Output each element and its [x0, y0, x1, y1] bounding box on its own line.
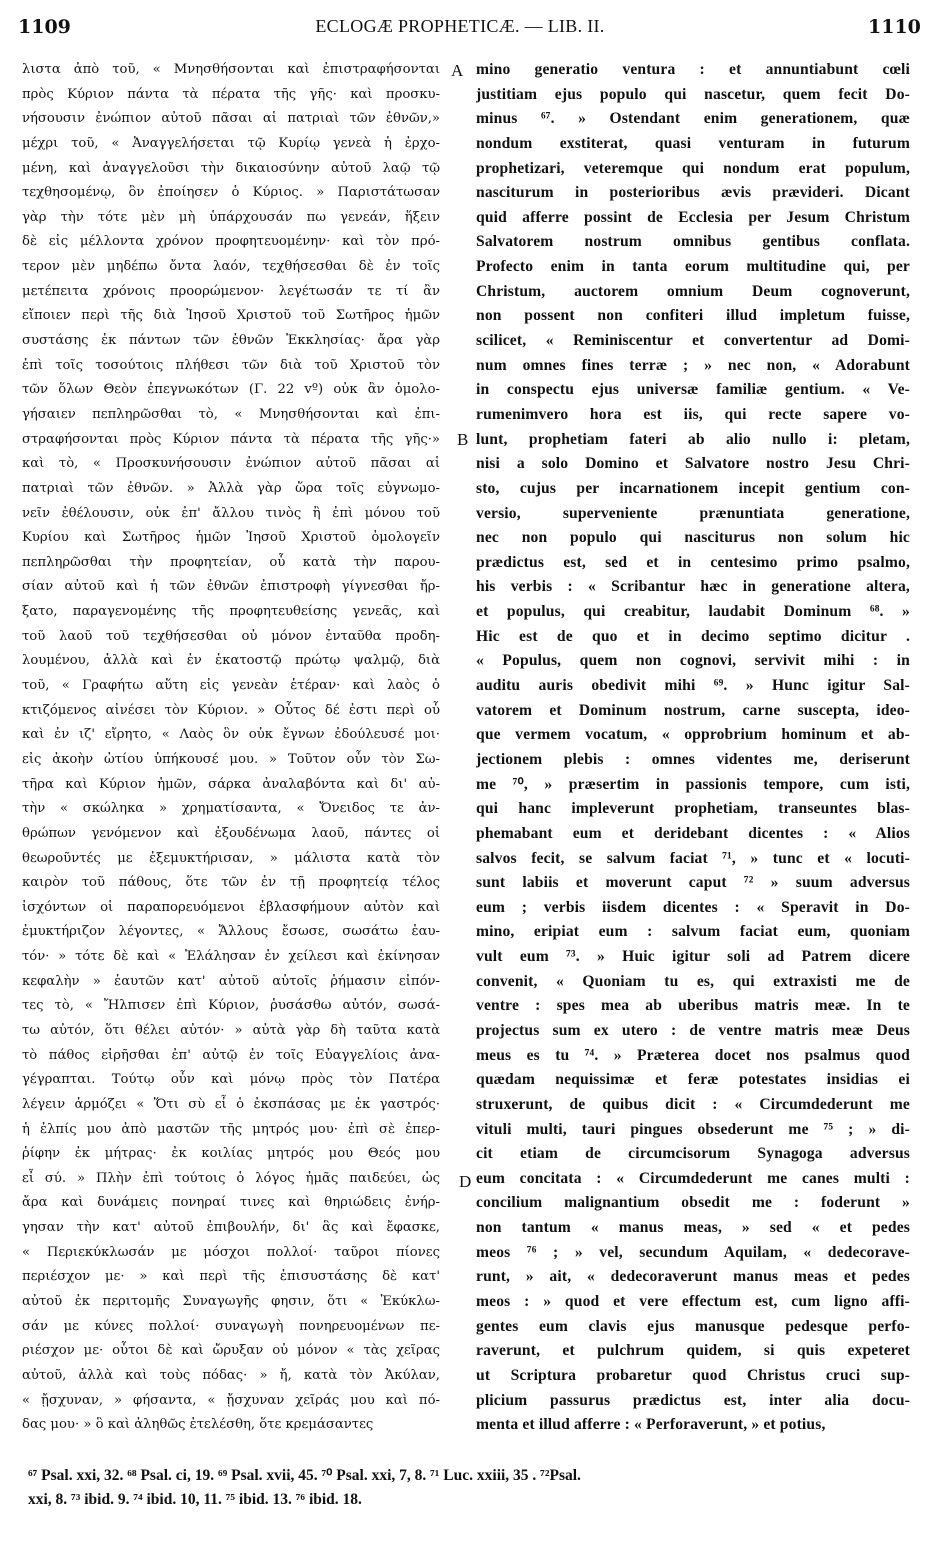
greek-text-line: « Περιεκύκλωσάν με μόσχοι πολλοί· ταῦροι πίονες [22, 1244, 440, 1260]
greek-text-line: τεχθησομένῳ, ὃν ἐποίησεν ὁ Κύριος. » Παριστάτωσαν [22, 185, 440, 201]
latin-text-line: convenit, « Quoniam tu es, qui extraxisti me de [476, 972, 910, 990]
latin-text-line: nondum exstiterat, quasi venturam in futurum [476, 134, 910, 152]
greek-text-line: νήσουσιν ἐνώπιον αὐτοῦ πᾶσαι αἱ πατριαὶ τῶν ἐθνῶν,» [22, 111, 440, 127]
greek-text-line: γησαν τὴν κατ' αὐτοῦ ἐπιβουλήν, δι' ἃς καὶ ἔφασκε, [22, 1220, 440, 1236]
margin-marker-d: D [459, 1172, 472, 1191]
greek-text-line: τω αὐτόν, ὅτι θέλει αὐτόν· » αὐτὰ γὰρ δὴ ταῦτα κατὰ [22, 1022, 440, 1038]
greek-text-line: αὐτοῦ ἐκ περιτομῆς Συναγωγῆς φησιν, ὅτι « Ἐκύκλω- [22, 1294, 440, 1310]
latin-text-line: que vermem vocatum, « opprobrium hominum et ab- [476, 726, 910, 744]
latin-text-line: versio, superveniente prænuntiata generatione, [476, 504, 910, 522]
latin-text-line: mino, eripiat eum : salvum faciat eum, quoniam [476, 923, 910, 941]
latin-text-line: Salvatorem nostrum omnibus gentibus conflata. [476, 233, 910, 251]
latin-text-line: menta et illud afferre : « Perforaverunt, » et potius, [476, 1416, 826, 1434]
greek-text-line: μετέπειτα χρόνοις προορώμενον· λεγέτωσάν τε τί ἂν [22, 283, 440, 299]
latin-text-line: sunt labiis et moverunt caput ⁷² » suum adversus [476, 874, 910, 892]
greek-text-line: σίαν αὐτοῦ καὶ ἡ τῶν ἐθνῶν ἐπιστροφὴ γίγνεσθαι ἤρ- [22, 579, 440, 595]
latin-text-line: eum ; verbis iisdem dicentes : « Speravit in Do- [476, 898, 910, 916]
latin-text-line: justitiam ejus populo qui nascetur, quem fecit Do- [476, 85, 910, 103]
margin-marker-a: A [451, 61, 464, 80]
latin-text-line: me ⁷⁰, » præsertim in passionis tempore, cum isti, [476, 775, 910, 793]
latin-text-line: vituli multi, tauri pingues obsederunt me ⁷⁵ ; » di- [476, 1120, 910, 1138]
latin-text-line: « Populus, quem non cognovi, servivit mihi : in [476, 652, 910, 670]
latin-text-line: struxerunt, de quibus dicit : « Circumdederunt me [476, 1095, 910, 1113]
greek-text-line: στραφήσονται πρὸς Κύριον πάντα τὰ πέρατα τῆς γῆς·» [22, 431, 440, 447]
greek-text-line: θρώπων γενόμενον καὶ ἐξουδένωμα λαοῦ, πάντες οἱ [22, 825, 440, 841]
greek-text-line: λιστα ἀπὸ τοῦ, « Μνησθήσονται καὶ ἐπιστραφήσονται [22, 62, 440, 77]
greek-text-line: κεφαλὴν » ἑαυτῶν κατ' αὐτοῦ αὐτοῖς ῥήμασιν εἰπόν- [22, 973, 440, 989]
latin-text-line: eum concitata : « Circumdederunt me canes multi : [476, 1169, 910, 1187]
greek-text-line: πρὸς Κύριον πάντα τὰ πέρατα τῆς γῆς· καὶ προσκυ- [22, 86, 440, 102]
latin-text-line: his verbis : « Scribantur hæc in generatione altera, [476, 578, 910, 596]
greek-text-line: τοῦ, « Γραφήτω αὕτη εἰς γενεὰν ἑτέραν· καὶ λαὸς ὁ [22, 678, 440, 694]
latin-text-line: meos : » quod et vere effectum est, cum ligno affi- [476, 1293, 910, 1311]
greek-text-line: τες τὸ, « Ἤλπισεν ἐπὶ Κύριον, ῥυσάσθω αὐτόν, σωσά- [22, 998, 440, 1014]
latin-text-line: mino generatio ventura : et annuntiabunt cœli [476, 61, 910, 78]
latin-text-line: Hic est de quo et in decimo septimo dicitur . [476, 627, 910, 645]
latin-column [476, 58, 910, 1438]
page-number-right: 1110 [868, 16, 921, 38]
greek-text-line: δὲ εἰς μέλλοντα χρόνον προφητευομένην· καὶ τὸν πρό- [22, 234, 440, 250]
greek-text-line: θεωροῦντές με ἐξεμυκτήρισαν, » μάλιστα κατὰ τὸν [22, 850, 440, 866]
latin-text-line: projectus sum ex utero : de ventre matris meæ Deus [476, 1021, 910, 1039]
latin-text-line: auditu auris obedivit mihi ⁶⁹. » Hunc igitur Sal- [476, 677, 910, 695]
greek-text-line: Κυρίου καὶ Σωτῆρος ἡμῶν Ἰησοῦ Χριστοῦ ὁμολογεῖν [22, 530, 440, 546]
greek-text-line: γὰρ τὴν τότε μὲν μὴ ὑπάρχουσάν πω γενεάν, ἥξειν [22, 209, 440, 225]
greek-text-line: γέγραπται. Τούτῳ οὖν καὶ μόνῳ πρὸς τὸν Πατέρα [22, 1072, 440, 1088]
margin-marker-b: B [457, 430, 469, 449]
greek-text-line: εἴποιεν περὶ τῆς διὰ Ἰησοῦ Χριστοῦ τοῦ Σωτῆρος ἡμῶν [22, 308, 440, 324]
greek-text-line: ξατο, παραγενομένης τῆς προφητευθείσης γενεᾶς, καὶ [22, 604, 440, 620]
greek-text-line: ἐπὶ τοῖς τοσούτοις πλήθεσι τῶν διὰ τοῦ Χριστοῦ τὸν [22, 357, 440, 373]
latin-text-line: raverunt, et pulchrum quidem, si quis expeteret [476, 1342, 910, 1360]
latin-text-line: meos ⁷⁶ ; » vel, secundum Aquilam, « dedecorave- [476, 1243, 910, 1261]
running-title: ECLOGÆ PROPHETICÆ. — LIB. II. [315, 16, 605, 36]
latin-text-line: non tantum « manus meas, » sed « et pedes [476, 1219, 910, 1237]
greek-text-line: λέγειν ἁρμόζει « Ὅτι σὺ εἶ ὁ ἐκσπάσας με ἐκ γαστρός· [22, 1096, 440, 1112]
greek-text-line: γήσαιεν πεπληρῶσθαι τὸ, « Μνησθήσονται καὶ ἐπι- [22, 406, 440, 422]
latin-text-line: sto, cujus per incarnationem incepit gentium con- [476, 479, 910, 497]
latin-text-line: non possent non confiteri illud impletum fuisse, [476, 307, 910, 325]
greek-text-line: πεπληρῶσθαι τὴν προφητείαν, οὗ κατὰ τὴν παρου- [22, 554, 440, 570]
greek-text-line: ἄρα καὶ δυνάμεις πονηραί τινες καὶ θηριώδεις ἐνήρ- [22, 1195, 440, 1211]
greek-text-line: πατριαὶ τῶν ἐθνῶν. » Ἀλλὰ γὰρ ὥρα τοῖς εὐγνωμο- [22, 480, 440, 496]
latin-text-line: gentes eum clavis ejus manusque pedesque perfo- [476, 1317, 910, 1335]
greek-text-line: ῥίφην ἐκ μήτρας· ἐκ κοιλίας μητρός μου Θεός μου [22, 1146, 440, 1162]
greek-text-line: τοῦ λαοῦ τοῦ τεχθήσεσθαι οὐ μόνον ἐνταῦθα προδη- [22, 628, 440, 644]
latin-text-line: quædam nequissimæ et feræ potestates insidias ei [476, 1071, 910, 1089]
greek-text-line: κτιζόμενος αἰνέσει τὸν Κύριον. » Οὗτος δέ ἐστι περὶ οὗ [22, 702, 440, 718]
latin-text-line: phemabant eum et deridebant dicentes : « Alios [476, 824, 910, 842]
latin-text-line: nasciturum in posterioribus ævis prævideri. Dicant [476, 184, 910, 202]
greek-text-line: « ᾔσχυναν, » φήσαντα, « ᾔσχυναν χεῖράς μου καὶ πό- [22, 1392, 440, 1408]
latin-text-line: nisi a solo Domino et Salvatore nostro Jesu Chri- [476, 455, 910, 473]
greek-text-line: συστάσης ἐκ πάντων τῶν ἐθνῶν Ἐκκλησίας· ἄρα γὰρ [22, 333, 440, 349]
greek-text-line: εἰς ἀκοὴν ὠτίου ὑπήκουσέ μου. » Τοῦτον οὖν τὸν Σω- [22, 751, 440, 767]
latin-text-line: runt, » ait, « dedecoraverunt manus meas et pedes [476, 1268, 910, 1286]
latin-text-line: vatorem et Dominum nostrum, carne suscepta, ideo- [476, 701, 910, 719]
greek-text-line: καὶ τὸ, « Προσκυνήσουσιν ἐνώπιον αὐτοῦ πᾶσαι αἱ [22, 456, 440, 472]
footnotes [28, 1464, 908, 1512]
page-number-left: 1109 [18, 16, 71, 38]
latin-text-line: concilium malignantium obsedit me : foderunt » [476, 1194, 910, 1212]
latin-text-line: num omnes fines terræ ; » nec non, « Adorabunt [476, 356, 910, 374]
greek-text-line: τὸ πάθος εἰρῆσθαι ἐπ' αὐτῷ ἐν τοῖς Εὐαγγελίοις ἀνα- [22, 1047, 440, 1063]
latin-text-line: vult eum ⁷³. » Huic igitur soli ad Patrem dicere [476, 948, 910, 966]
greek-text-line: μέχρι τοῦ, « Ἀναγγελήσεται τῷ Κυρίῳ γενεὰ ἡ ἐρχο- [22, 135, 440, 151]
greek-text-line: δας μου· » ὃ καὶ ἀληθῶς ἐτελέσθη, ὅτε κρεμάσαντες [22, 1417, 374, 1433]
greek-text-line: τὴν « σκώληκα » χρηματίσαντα, « Ὄνειδος τε ἀν- [22, 801, 440, 817]
latin-text-line: et populus, qui creabitur, laudabit Dominum ⁶⁸. » [476, 603, 910, 621]
latin-text-line: ut Scriptura probaretur quod Christus cruci sup- [476, 1366, 910, 1384]
greek-text-line: τόν· » τότε δὲ καὶ « Ἐλάλησαν ἐν χείλεσι καὶ ἐκίνησαν [22, 949, 440, 965]
latin-text-line: cit etiam de circumcisorum Synagoga adversus [476, 1145, 910, 1163]
greek-text-line: λουμένου, ἀλλὰ καὶ ἐν ἑκατοστῷ πρώτῳ ψαλμῷ, διὰ [22, 653, 440, 669]
greek-text-line: καιρὸν τοῦ πάθους, ὅτε τῶν ἐν τῇ προφητείᾳ τέλος [22, 875, 440, 891]
greek-text-line: σάν με κύνες πολλοί· συναγωγὴ πονηρευομένων πε- [22, 1318, 440, 1334]
latin-text-line: nec non populo qui nasciturus non solum hic [476, 529, 910, 547]
latin-text-line: quid afferre possint de Ecclesia per Jesum Christum [476, 208, 910, 226]
latin-text-line: scilicet, « Reminiscentur et convertentur ad Domi- [476, 332, 910, 350]
page-header [0, 14, 931, 44]
latin-text-line: ventre : spes mea ab uberibus matris meæ. In te [476, 997, 910, 1015]
greek-text-line: ἡ ἐλπίς μου ἀπὸ μαστῶν τῆς μητρός μου· ἐπὶ σὲ ἐπερ- [22, 1121, 440, 1137]
latin-text-line: Profecto enim in tanta eorum multitudine qui, per [476, 258, 910, 276]
latin-text-line: minus ⁶⁷. » Ostendant enim generationem, quæ [476, 110, 910, 128]
greek-text-line: ἐμυκτήριζον λέγοντες, « Ἄλλους ἔσωσε, σωσάτω ἑαυ- [22, 924, 440, 940]
greek-text-line: μένη, καὶ ἀναγγελοῦσι τὴν δικαιοσύνην αὐτοῦ λαῷ τῷ [22, 160, 440, 176]
latin-text-line: jectionem plebis : omnes videntes me, deriserunt [476, 750, 910, 768]
greek-text-line: τῆρα καὶ Κύριον ἡμῶν, σάρκα ἀναλαβόντα καὶ δι' αὐ- [22, 776, 440, 792]
greek-text-line: ἰσχόντων οἱ παραπορευόμενοι ἐβλασφήμουν αὐτὸν καὶ [22, 899, 440, 915]
footnote-line: xxi, 8. ⁷³ ibid. 9. ⁷⁴ ibid. 10, 11. ⁷⁵ ibid. 13. ⁷⁶ ibid. 18. [28, 1491, 362, 1508]
latin-text-line: prophetizari, veteremque qui nondum erat populum, [476, 159, 910, 177]
latin-text-line: rumenimvero hora est iis, qui recte sapere vo- [476, 405, 910, 423]
greek-text-line: αὐτοῦ, ἀλλὰ καὶ τοὺς πόδας· » ἤ, κατὰ τὸν Ἀκύλαν, [22, 1367, 440, 1383]
latin-text-line: salvos fecit, se salvum faciat ⁷¹, » tunc et « locuti- [476, 849, 910, 867]
latin-text-line: in conspectu ejus universæ familiæ gentium. « Ve- [476, 381, 910, 399]
latin-text-line: Christum, auctorem omnium Deum cognoverunt, [476, 282, 910, 300]
latin-text-line: plicium passurus prædictus est, inter alia docu- [476, 1391, 910, 1409]
greek-text-line: καὶ ἐν ιζ' εἴρητο, « Λαὸς ὃν οὐκ ἔγνων ἐδούλευσέ μοι· [22, 727, 440, 743]
greek-text-line: περιέσχον με· » καὶ περὶ τῆς ἐπισυστάσης δὲ κατ' [22, 1269, 440, 1285]
latin-text-line: meus es tu ⁷⁴. » Præterea docet nos psalmus quod [476, 1046, 910, 1064]
greek-text-line: εἶ σύ. » Πλὴν ἐπὶ τούτοις ὁ λόγος ἡμᾶς παιδεύει, ὡς [22, 1170, 440, 1186]
greek-text-line: τῶν ὅλων Θεὸν ἐπεγνωκότων (Γ. 22 vº) οὐκ ἂν ὁμολο- [22, 382, 440, 398]
greek-column [22, 58, 440, 1438]
greek-text-line: ριέσχον με· οὗτοι δὲ καὶ ὤρυξαν οὐ μόνον « τὰς χεῖρας [22, 1343, 440, 1359]
latin-text-line: qui hanc impleverunt prophetiam, transeuntes blas- [476, 800, 910, 818]
greek-text-line: τερον μὲν μηδέπω ὄντα λαόν, τεχθήσεσθαι δὲ ἐν τοῖς [22, 259, 440, 275]
latin-text-line: lunt, prophetiam fateri ab alio nullo i: pletam, [476, 430, 910, 448]
greek-text-line: νεῖν ἐθέλουσιν, οὐκ ἐπ' ἄλλου τινὸς ἢ ἐπὶ μόνου τοῦ [22, 505, 440, 521]
latin-text-line: prædictus est, sed et in centesimo primo psalmo, [476, 553, 910, 571]
footnote-line: ⁶⁷ Psal. xxi, 32. ⁶⁸ Psal. ci, 19. ⁶⁹ Psal. xvii, 45. ⁷⁰ Psal. xxi, 7, 8. ⁷¹ Luc. xxiii, 35 . ⁷²Psal. [28, 1467, 581, 1484]
